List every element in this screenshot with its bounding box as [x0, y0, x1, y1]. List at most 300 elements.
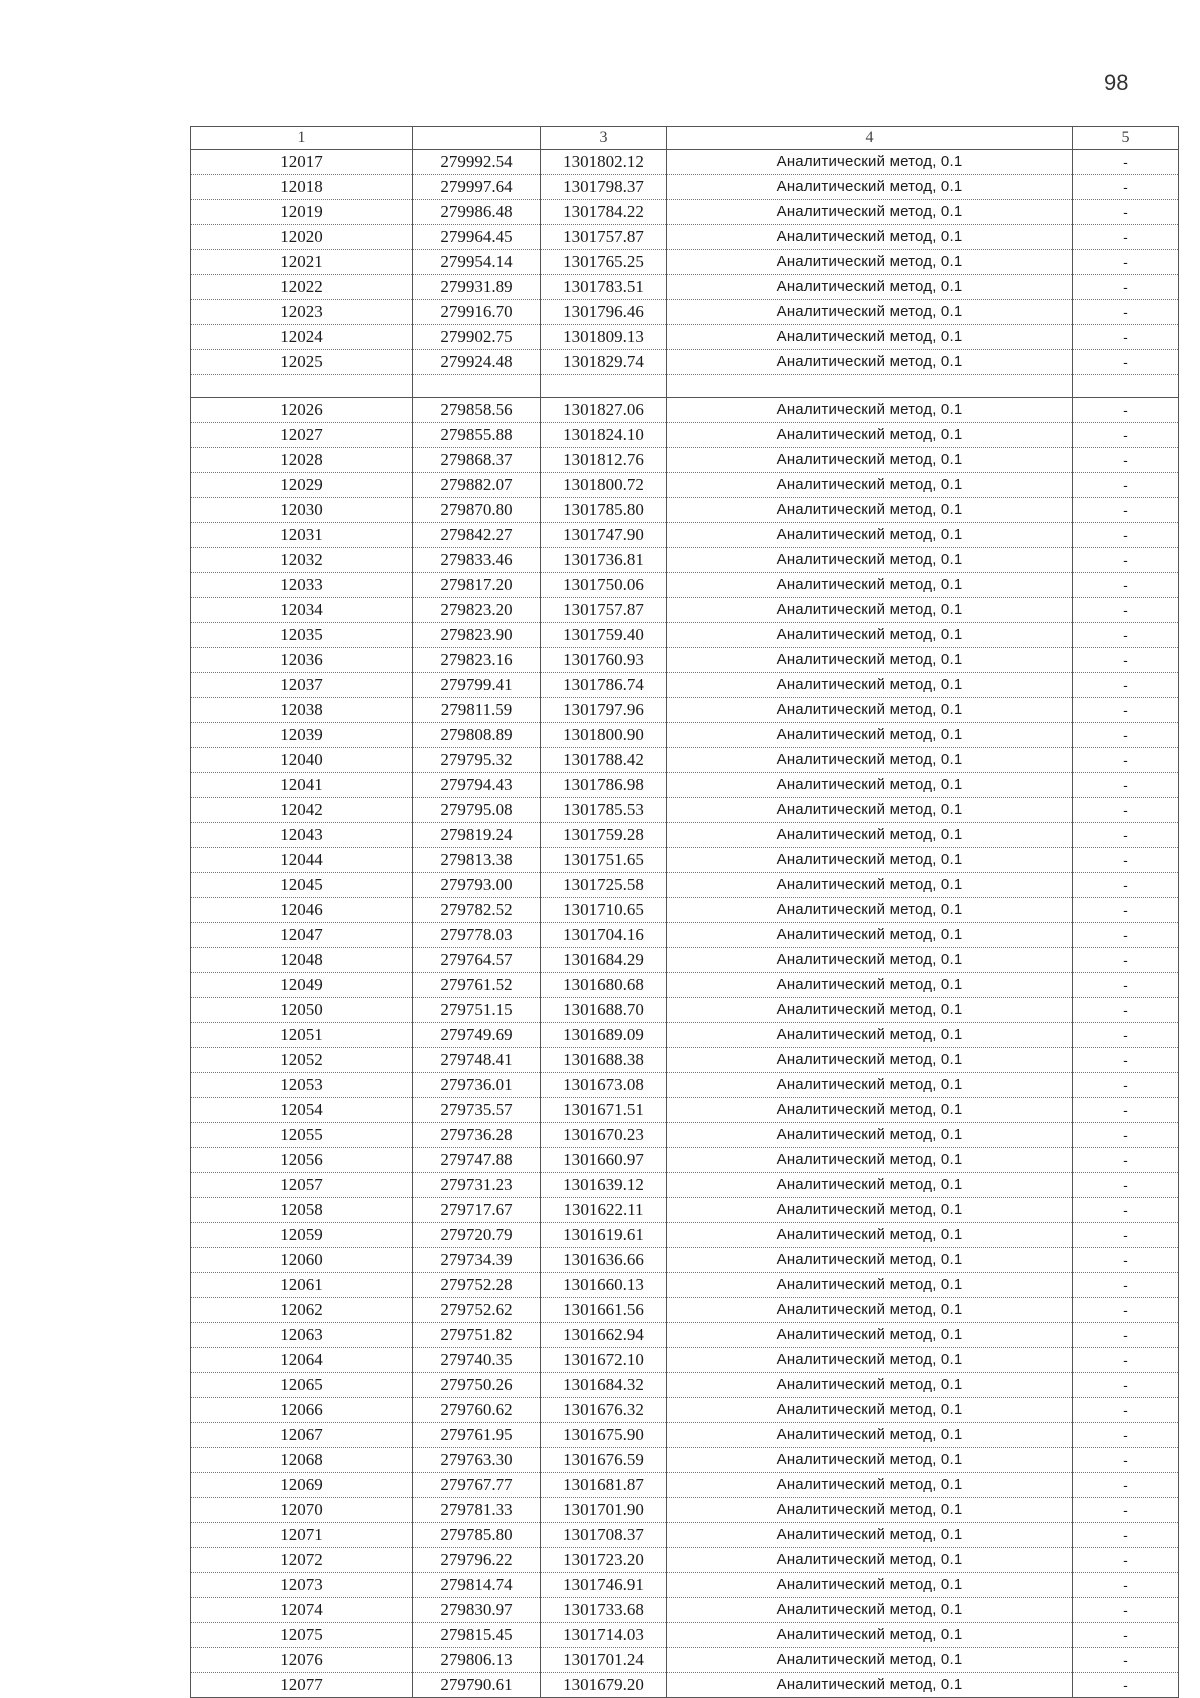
y-coordinate-cell: 1301783.51: [541, 275, 667, 300]
method-cell: Аналитический метод, 0.1: [667, 948, 1073, 973]
method-cell: Аналитический метод, 0.1: [667, 175, 1073, 200]
method-cell: Аналитический метод, 0.1: [667, 448, 1073, 473]
method-cell: Аналитический метод, 0.1: [667, 473, 1073, 498]
mark-cell: -: [1073, 523, 1179, 548]
mark-cell: -: [1073, 250, 1179, 275]
table-row: [191, 848, 1179, 873]
method-cell: Аналитический метод, 0.1: [667, 498, 1073, 523]
table-row: [191, 350, 1179, 375]
x-coordinate-cell: 279763.30: [413, 1448, 541, 1473]
point-number-cell: 12023: [191, 300, 413, 325]
mark-cell: -: [1073, 1373, 1179, 1398]
mark-cell: -: [1073, 1073, 1179, 1098]
point-number-cell: 12050: [191, 998, 413, 1023]
method-cell: Аналитический метод, 0.1: [667, 1673, 1073, 1698]
table-row: [191, 648, 1179, 673]
x-coordinate-cell: 279781.33: [413, 1498, 541, 1523]
x-coordinate-cell: 279830.97: [413, 1598, 541, 1623]
mark-cell: -: [1073, 1498, 1179, 1523]
y-coordinate-cell: 1301662.94: [541, 1323, 667, 1348]
y-coordinate-cell: 1301684.29: [541, 948, 667, 973]
x-coordinate-cell: 279882.07: [413, 473, 541, 498]
x-coordinate-cell: 279823.90: [413, 623, 541, 648]
mark-cell: -: [1073, 200, 1179, 225]
empty-cell: [1073, 375, 1179, 398]
point-number-cell: 12070: [191, 1498, 413, 1523]
mark-cell: -: [1073, 748, 1179, 773]
y-coordinate-cell: 1301824.10: [541, 423, 667, 448]
x-coordinate-cell: 279954.14: [413, 250, 541, 275]
point-number-cell: 12022: [191, 275, 413, 300]
point-number-cell: 12019: [191, 200, 413, 225]
point-number-cell: 12058: [191, 1198, 413, 1223]
method-cell: Аналитический метод, 0.1: [667, 523, 1073, 548]
point-number-cell: 12040: [191, 748, 413, 773]
table-row: [191, 200, 1179, 225]
mark-cell: -: [1073, 673, 1179, 698]
mark-cell: -: [1073, 723, 1179, 748]
mark-cell: -: [1073, 1673, 1179, 1698]
method-cell: Аналитический метод, 0.1: [667, 1523, 1073, 1548]
y-coordinate-cell: 1301757.87: [541, 225, 667, 250]
mark-cell: -: [1073, 848, 1179, 873]
mark-cell: -: [1073, 423, 1179, 448]
table-row: [191, 723, 1179, 748]
table-row: [191, 1423, 1179, 1448]
point-number-cell: 12027: [191, 423, 413, 448]
point-number-cell: 12042: [191, 798, 413, 823]
x-coordinate-cell: 279734.39: [413, 1248, 541, 1273]
point-number-cell: 12060: [191, 1248, 413, 1273]
method-cell: Аналитический метод, 0.1: [667, 1373, 1073, 1398]
table-row: [191, 948, 1179, 973]
method-cell: Аналитический метод, 0.1: [667, 275, 1073, 300]
table-row: [191, 1148, 1179, 1173]
point-number-cell: 12036: [191, 648, 413, 673]
x-coordinate-cell: 279764.57: [413, 948, 541, 973]
table-row: [191, 1048, 1179, 1073]
point-number-cell: 12076: [191, 1648, 413, 1673]
table-row: [191, 1598, 1179, 1623]
table-row: [191, 1448, 1179, 1473]
method-cell: Аналитический метод, 0.1: [667, 973, 1073, 998]
table-row: [191, 423, 1179, 448]
method-cell: Аналитический метод, 0.1: [667, 798, 1073, 823]
method-cell: Аналитический метод, 0.1: [667, 1248, 1073, 1273]
y-coordinate-cell: 1301785.53: [541, 798, 667, 823]
column-header-2: [413, 127, 541, 150]
method-cell: Аналитический метод, 0.1: [667, 1073, 1073, 1098]
x-coordinate-cell: 279778.03: [413, 923, 541, 948]
y-coordinate-cell: 1301784.22: [541, 200, 667, 225]
mark-cell: -: [1073, 1623, 1179, 1648]
method-cell: Аналитический метод, 0.1: [667, 1173, 1073, 1198]
y-coordinate-cell: 1301676.32: [541, 1398, 667, 1423]
x-coordinate-cell: 279749.69: [413, 1023, 541, 1048]
x-coordinate-cell: 279717.67: [413, 1198, 541, 1223]
table-body: [191, 150, 1179, 1698]
table-row: [191, 1398, 1179, 1423]
mark-cell: -: [1073, 498, 1179, 523]
y-coordinate-cell: 1301688.70: [541, 998, 667, 1023]
x-coordinate-cell: 279790.61: [413, 1673, 541, 1698]
y-coordinate-cell: 1301765.25: [541, 250, 667, 275]
x-coordinate-cell: 279761.95: [413, 1423, 541, 1448]
y-coordinate-cell: 1301639.12: [541, 1173, 667, 1198]
method-cell: Аналитический метод, 0.1: [667, 998, 1073, 1023]
mark-cell: -: [1073, 1648, 1179, 1673]
table-row: [191, 1473, 1179, 1498]
x-coordinate-cell: 279815.45: [413, 1623, 541, 1648]
point-number-cell: 12041: [191, 773, 413, 798]
point-number-cell: 12024: [191, 325, 413, 350]
mark-cell: -: [1073, 998, 1179, 1023]
method-cell: Аналитический метод, 0.1: [667, 848, 1073, 873]
method-cell: Аналитический метод, 0.1: [667, 1098, 1073, 1123]
x-coordinate-cell: 279752.28: [413, 1273, 541, 1298]
method-cell: Аналитический метод, 0.1: [667, 1623, 1073, 1648]
method-cell: Аналитический метод, 0.1: [667, 648, 1073, 673]
table-row: [191, 1373, 1179, 1398]
x-coordinate-cell: 279868.37: [413, 448, 541, 473]
point-number-cell: 12025: [191, 350, 413, 375]
mark-cell: -: [1073, 1348, 1179, 1373]
table-row: [191, 1548, 1179, 1573]
mark-cell: -: [1073, 275, 1179, 300]
method-cell: Аналитический метод, 0.1: [667, 823, 1073, 848]
point-number-cell: 12053: [191, 1073, 413, 1098]
x-coordinate-cell: 279751.82: [413, 1323, 541, 1348]
y-coordinate-cell: 1301812.76: [541, 448, 667, 473]
method-cell: Аналитический метод, 0.1: [667, 1648, 1073, 1673]
method-cell: Аналитический метод, 0.1: [667, 1223, 1073, 1248]
table-row: [191, 1073, 1179, 1098]
table-row: [191, 698, 1179, 723]
mark-cell: -: [1073, 1148, 1179, 1173]
table-row: [191, 1523, 1179, 1548]
x-coordinate-cell: 279813.38: [413, 848, 541, 873]
y-coordinate-cell: 1301661.56: [541, 1298, 667, 1323]
x-coordinate-cell: 279731.23: [413, 1173, 541, 1198]
x-coordinate-cell: 279814.74: [413, 1573, 541, 1598]
y-coordinate-cell: 1301747.90: [541, 523, 667, 548]
point-number-cell: 12074: [191, 1598, 413, 1623]
method-cell: Аналитический метод, 0.1: [667, 1548, 1073, 1573]
y-coordinate-cell: 1301757.87: [541, 598, 667, 623]
y-coordinate-cell: 1301802.12: [541, 150, 667, 175]
point-number-cell: 12044: [191, 848, 413, 873]
point-number-cell: 12026: [191, 398, 413, 423]
x-coordinate-cell: 279924.48: [413, 350, 541, 375]
y-coordinate-cell: 1301797.96: [541, 698, 667, 723]
table-row: [191, 1298, 1179, 1323]
y-coordinate-cell: 1301798.37: [541, 175, 667, 200]
x-coordinate-cell: 279751.15: [413, 998, 541, 1023]
y-coordinate-cell: 1301689.09: [541, 1023, 667, 1048]
table-row: [191, 1023, 1179, 1048]
y-coordinate-cell: 1301636.66: [541, 1248, 667, 1273]
mark-cell: -: [1073, 698, 1179, 723]
point-number-cell: 12038: [191, 698, 413, 723]
y-coordinate-cell: 1301704.16: [541, 923, 667, 948]
point-number-cell: 12062: [191, 1298, 413, 1323]
table-row: [191, 1123, 1179, 1148]
mark-cell: -: [1073, 1223, 1179, 1248]
table-row: [191, 1348, 1179, 1373]
x-coordinate-cell: 279916.70: [413, 300, 541, 325]
y-coordinate-cell: 1301723.20: [541, 1548, 667, 1573]
empty-cell: [667, 375, 1073, 398]
method-cell: Аналитический метод, 0.1: [667, 1323, 1073, 1348]
x-coordinate-cell: 279795.08: [413, 798, 541, 823]
point-number-cell: 12055: [191, 1123, 413, 1148]
point-number-cell: 12073: [191, 1573, 413, 1598]
page-number: 98: [1104, 70, 1129, 95]
table-row: [191, 1248, 1179, 1273]
x-coordinate-cell: 279735.57: [413, 1098, 541, 1123]
x-coordinate-cell: 279833.46: [413, 548, 541, 573]
y-coordinate-cell: 1301788.42: [541, 748, 667, 773]
y-coordinate-cell: 1301800.90: [541, 723, 667, 748]
method-cell: Аналитический метод, 0.1: [667, 1198, 1073, 1223]
point-number-cell: 12048: [191, 948, 413, 973]
mark-cell: -: [1073, 923, 1179, 948]
table-row: [191, 523, 1179, 548]
table-row: [191, 1498, 1179, 1523]
method-cell: Аналитический метод, 0.1: [667, 200, 1073, 225]
empty-cell: [541, 375, 667, 398]
mark-cell: -: [1073, 1173, 1179, 1198]
point-number-cell: 12033: [191, 573, 413, 598]
mark-cell: -: [1073, 225, 1179, 250]
mark-cell: -: [1073, 973, 1179, 998]
method-cell: Аналитический метод, 0.1: [667, 423, 1073, 448]
x-coordinate-cell: 279767.77: [413, 1473, 541, 1498]
mark-cell: -: [1073, 873, 1179, 898]
table-row: [191, 1573, 1179, 1598]
point-number-cell: 12051: [191, 1023, 413, 1048]
mark-cell: -: [1073, 325, 1179, 350]
mark-cell: -: [1073, 898, 1179, 923]
table-row: [191, 998, 1179, 1023]
mark-cell: -: [1073, 1423, 1179, 1448]
table-row: [191, 623, 1179, 648]
method-cell: Аналитический метод, 0.1: [667, 150, 1073, 175]
x-coordinate-cell: 279750.26: [413, 1373, 541, 1398]
method-cell: Аналитический метод, 0.1: [667, 1273, 1073, 1298]
y-coordinate-cell: 1301676.59: [541, 1448, 667, 1473]
point-number-cell: 12071: [191, 1523, 413, 1548]
point-number-cell: 12077: [191, 1673, 413, 1698]
table-row: [191, 1673, 1179, 1698]
point-number-cell: 12034: [191, 598, 413, 623]
point-number-cell: 12028: [191, 448, 413, 473]
method-cell: Аналитический метод, 0.1: [667, 698, 1073, 723]
table-row: [191, 1623, 1179, 1648]
empty-cell: [413, 375, 541, 398]
point-number-cell: 12045: [191, 873, 413, 898]
method-cell: Аналитический метод, 0.1: [667, 673, 1073, 698]
table-header-row: [191, 127, 1179, 150]
y-coordinate-cell: 1301760.93: [541, 648, 667, 673]
method-cell: Аналитический метод, 0.1: [667, 1598, 1073, 1623]
table-row: [191, 398, 1179, 423]
method-cell: Аналитический метод, 0.1: [667, 1123, 1073, 1148]
y-coordinate-cell: 1301759.40: [541, 623, 667, 648]
y-coordinate-cell: 1301622.11: [541, 1198, 667, 1223]
point-number-cell: 12031: [191, 523, 413, 548]
table-row: [191, 1223, 1179, 1248]
x-coordinate-cell: 279761.52: [413, 973, 541, 998]
table-row: [191, 823, 1179, 848]
mark-cell: -: [1073, 623, 1179, 648]
table-row: [191, 1098, 1179, 1123]
y-coordinate-cell: 1301708.37: [541, 1523, 667, 1548]
mark-cell: -: [1073, 1123, 1179, 1148]
point-number-cell: 12043: [191, 823, 413, 848]
method-cell: Аналитический метод, 0.1: [667, 350, 1073, 375]
table-row: [191, 1648, 1179, 1673]
method-cell: Аналитический метод, 0.1: [667, 1398, 1073, 1423]
method-cell: Аналитический метод, 0.1: [667, 225, 1073, 250]
column-header-3: 3: [541, 127, 667, 150]
point-number-cell: 12067: [191, 1423, 413, 1448]
mark-cell: -: [1073, 300, 1179, 325]
method-cell: Аналитический метод, 0.1: [667, 573, 1073, 598]
table-row: [191, 673, 1179, 698]
point-number-cell: 12029: [191, 473, 413, 498]
mark-cell: -: [1073, 350, 1179, 375]
y-coordinate-cell: 1301714.03: [541, 1623, 667, 1648]
y-coordinate-cell: 1301800.72: [541, 473, 667, 498]
method-cell: Аналитический метод, 0.1: [667, 898, 1073, 923]
y-coordinate-cell: 1301785.80: [541, 498, 667, 523]
mark-cell: -: [1073, 1448, 1179, 1473]
mark-cell: -: [1073, 1248, 1179, 1273]
point-number-cell: 12046: [191, 898, 413, 923]
method-cell: Аналитический метод, 0.1: [667, 1423, 1073, 1448]
y-coordinate-cell: 1301733.68: [541, 1598, 667, 1623]
mark-cell: -: [1073, 948, 1179, 973]
y-coordinate-cell: 1301809.13: [541, 325, 667, 350]
mark-cell: -: [1073, 773, 1179, 798]
y-coordinate-cell: 1301660.13: [541, 1273, 667, 1298]
y-coordinate-cell: 1301679.20: [541, 1673, 667, 1698]
point-number-cell: 12065: [191, 1373, 413, 1398]
x-coordinate-cell: 279785.80: [413, 1523, 541, 1548]
column-header-1: 1: [191, 127, 413, 150]
table-row: [191, 175, 1179, 200]
method-cell: Аналитический метод, 0.1: [667, 1148, 1073, 1173]
x-coordinate-cell: 279720.79: [413, 1223, 541, 1248]
point-number-cell: 12066: [191, 1398, 413, 1423]
mark-cell: -: [1073, 823, 1179, 848]
mark-cell: -: [1073, 150, 1179, 175]
point-number-cell: 12054: [191, 1098, 413, 1123]
point-number-cell: 12059: [191, 1223, 413, 1248]
y-coordinate-cell: 1301671.51: [541, 1098, 667, 1123]
table-row: [191, 598, 1179, 623]
table-row: [191, 1323, 1179, 1348]
mark-cell: -: [1073, 1548, 1179, 1573]
mark-cell: -: [1073, 1198, 1179, 1223]
point-number-cell: 12075: [191, 1623, 413, 1648]
method-cell: Аналитический метод, 0.1: [667, 325, 1073, 350]
table-row: [191, 798, 1179, 823]
point-number-cell: 12030: [191, 498, 413, 523]
x-coordinate-cell: 279931.89: [413, 275, 541, 300]
table-row: [191, 1198, 1179, 1223]
y-coordinate-cell: 1301710.65: [541, 898, 667, 923]
x-coordinate-cell: 279794.43: [413, 773, 541, 798]
point-number-cell: 12056: [191, 1148, 413, 1173]
method-cell: Аналитический метод, 0.1: [667, 1048, 1073, 1073]
y-coordinate-cell: 1301688.38: [541, 1048, 667, 1073]
mark-cell: -: [1073, 1098, 1179, 1123]
y-coordinate-cell: 1301796.46: [541, 300, 667, 325]
point-number-cell: 12063: [191, 1323, 413, 1348]
x-coordinate-cell: 279795.32: [413, 748, 541, 773]
mark-cell: -: [1073, 448, 1179, 473]
method-cell: Аналитический метод, 0.1: [667, 1448, 1073, 1473]
mark-cell: -: [1073, 1048, 1179, 1073]
method-cell: Аналитический метод, 0.1: [667, 773, 1073, 798]
mark-cell: -: [1073, 648, 1179, 673]
point-number-cell: 12061: [191, 1273, 413, 1298]
x-coordinate-cell: 279808.89: [413, 723, 541, 748]
x-coordinate-cell: 279817.20: [413, 573, 541, 598]
y-coordinate-cell: 1301619.61: [541, 1223, 667, 1248]
mark-cell: -: [1073, 573, 1179, 598]
method-cell: Аналитический метод, 0.1: [667, 873, 1073, 898]
method-cell: Аналитический метод, 0.1: [667, 598, 1073, 623]
x-coordinate-cell: 279748.41: [413, 1048, 541, 1073]
y-coordinate-cell: 1301750.06: [541, 573, 667, 598]
method-cell: Аналитический метод, 0.1: [667, 1473, 1073, 1498]
empty-cell: [191, 375, 413, 398]
method-cell: Аналитический метод, 0.1: [667, 1498, 1073, 1523]
table-row: [191, 473, 1179, 498]
x-coordinate-cell: 279823.20: [413, 598, 541, 623]
table-row: [191, 773, 1179, 798]
table-row: [191, 325, 1179, 350]
mark-cell: -: [1073, 1573, 1179, 1598]
point-number-cell: 12037: [191, 673, 413, 698]
point-number-cell: 12057: [191, 1173, 413, 1198]
mark-cell: -: [1073, 1273, 1179, 1298]
x-coordinate-cell: 279736.28: [413, 1123, 541, 1148]
x-coordinate-cell: 279855.88: [413, 423, 541, 448]
mark-cell: -: [1073, 1598, 1179, 1623]
column-header-4: 4: [667, 127, 1073, 150]
x-coordinate-cell: 279752.62: [413, 1298, 541, 1323]
x-coordinate-cell: 279736.01: [413, 1073, 541, 1098]
mark-cell: -: [1073, 175, 1179, 200]
table-row: [191, 573, 1179, 598]
x-coordinate-cell: 279992.54: [413, 150, 541, 175]
mark-cell: -: [1073, 473, 1179, 498]
point-number-cell: 12069: [191, 1473, 413, 1498]
y-coordinate-cell: 1301786.98: [541, 773, 667, 798]
method-cell: Аналитический метод, 0.1: [667, 1573, 1073, 1598]
mark-cell: -: [1073, 1523, 1179, 1548]
x-coordinate-cell: 279740.35: [413, 1348, 541, 1373]
mark-cell: -: [1073, 798, 1179, 823]
point-number-cell: 12052: [191, 1048, 413, 1073]
table-row: [191, 748, 1179, 773]
method-cell: Аналитический метод, 0.1: [667, 300, 1073, 325]
table-row: [191, 498, 1179, 523]
